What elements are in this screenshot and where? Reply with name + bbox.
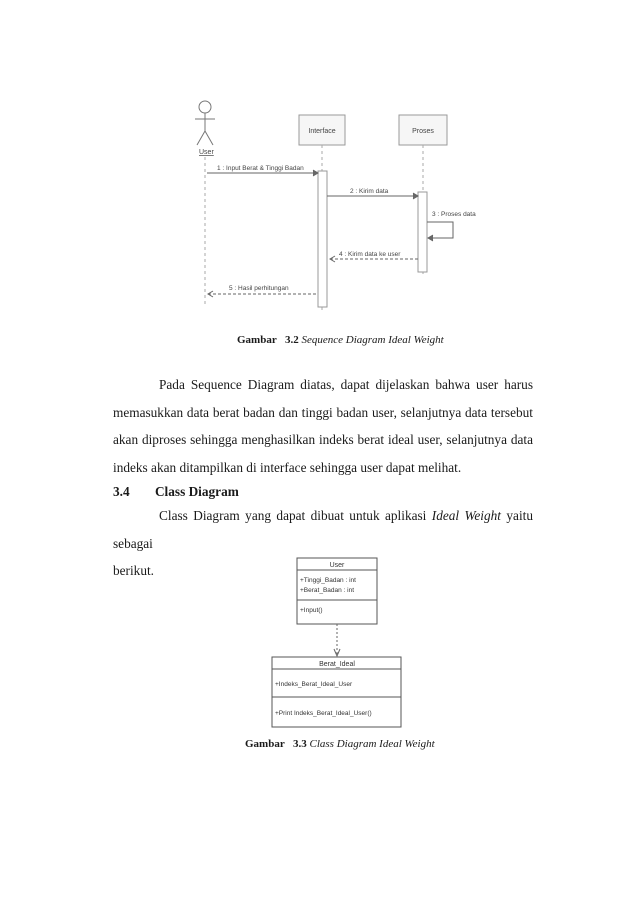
- paragraph-sequence-explanation: [113, 371, 533, 481]
- actor-label: User: [199, 149, 214, 156]
- interface-activation: [318, 171, 327, 307]
- class-user-attr: +Berat_Badan : int: [300, 587, 355, 594]
- paragraph-line: akan diproses sehingga menghasilkan indeks berat ideal user, selanjutnya data: [113, 432, 533, 447]
- caption-number: 3.3: [292, 738, 307, 750]
- paragraph-line: Class Diagram yang dapat dibuat untuk aplikasi Ideal Weight yaitu sebagai: [113, 508, 533, 551]
- caption-sequence-diagram: [237, 334, 444, 346]
- caption-number: 3.2: [284, 334, 299, 346]
- message-3: 3 : Proses data: [432, 211, 476, 218]
- class-berat-ideal-method: +Print Indeks_Berat_Ideal_User(): [275, 710, 372, 717]
- paragraph-line: Pada Sequence Diagram diatas, dapat dijelaskan bahwa user harus: [159, 377, 533, 392]
- section-heading: [113, 484, 239, 500]
- message-2: 2 : Kirim data: [350, 188, 389, 195]
- actor-body: [195, 113, 215, 145]
- caption-title: Class Diagram Ideal Weight: [309, 738, 435, 750]
- message-4: 4 : Kirim data ke user: [339, 251, 401, 258]
- class-user-name: User: [329, 562, 345, 569]
- paragraph-line: berikut.: [113, 563, 154, 578]
- section-number: 3.4: [113, 484, 130, 499]
- message-1: 1 : Input Berat & Tinggi Badan: [217, 165, 304, 172]
- interface-lifeline-label: Interface: [308, 128, 336, 135]
- caption-label: Gambar: [245, 738, 285, 750]
- class-berat-ideal-name: Berat_Ideal: [319, 661, 355, 668]
- message-5: 5 : Hasil perhitungan: [229, 285, 289, 292]
- caption-class-diagram: [245, 738, 435, 750]
- caption-label: Gambar: [237, 334, 277, 346]
- section-title: Class Diagram: [154, 484, 239, 499]
- paragraph-line: memasukkan data berat badan dan tinggi badan user, selanjutnya data tersebut: [113, 404, 533, 420]
- class-user-attr: +Tinggi_Badan : int: [300, 577, 356, 584]
- caption-title: Sequence Diagram Ideal Weight: [301, 334, 444, 346]
- proses-lifeline-label: Proses: [412, 128, 434, 135]
- class-berat-ideal-attr: +Indeks_Berat_Ideal_User: [275, 681, 353, 688]
- class-diagram: [270, 557, 405, 729]
- sequence-diagram: [185, 95, 505, 315]
- proses-activation: [418, 192, 427, 272]
- paragraph-line: indeks akan ditampilkan di interface sehingga user dapat melihat.: [113, 459, 462, 475]
- actor-head: [199, 101, 211, 113]
- class-user-method: +Input(): [300, 607, 323, 614]
